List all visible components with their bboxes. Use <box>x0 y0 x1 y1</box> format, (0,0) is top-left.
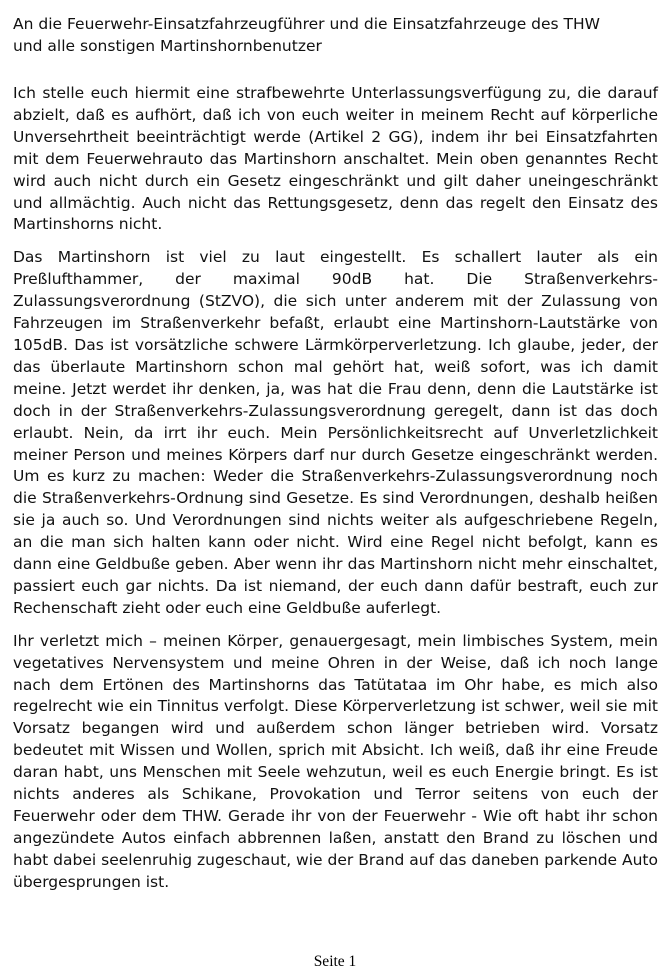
letter-body <box>13 83 658 894</box>
address-line-1: An die Feuerwehr-Einsatzfahrzeugführer und die Einsatzfahrzeuge des THW <box>13 15 600 33</box>
paragraph-3: Ihr verletzt mich – meinen Körper, genauergesagt, mein limbisches System, mein vegetatives Nervensystem und meine Ohren in der Weise, daß ich noch lange nach dem Ertönen des Martinshorns das Tatütataa im Ohr habe, es mich also regelrecht wie ein Tinnitus verfolgt. Diese Körperverletzung ist schwer, weil sie mit Vorsatz begangen wird und außerdem schon länger betrieben wird. Vorsatz bedeutet mit Wissen und Wollen, sprich mit Absicht. Ich weiß, daß ihr eine Freude daran habt, uns Menschen mit Seele wehzutun, weil es euch Energie bringt. Es ist nichts anderes als Schikane, Provokation und Terror seitens von euch der Feuerwehr oder dem THW. Gerade ihr von der Feuerwehr - Wie oft habt ihr schon angezündete Autos einfach abbrennen laßen, anstatt den Brand zu löschen und habt dabei seelenruhig zugeschaut, wie der Brand auf das daneben parkende Auto übergesprungen ist. <box>13 631 658 891</box>
paragraph-2: Das Martinshorn ist viel zu laut eingestellt. Es schallert lauter als ein Preßlufthammer, der maximal 90dB hat. Die Straßenverkehrs-Zulassungsverordnung (StZVO), die sich unter anderem mit der Zulassung von Fahrzeugen im Straßenverkehr befaßt, erlaubt eine Martinshorn-Lautstärke von 105dB. Das ist vorsätzliche schwere Lärmkörperverletzung. Ich glaube, jeder, der das überlaute Martinshorn schon mal gehört hat, weiß sofort, was ich damit meine. Jetzt werdet ihr denken, ja, was hat die Frau denn, denn die Lautstärke ist doch in der Straßenverkehrs-Zulassungsverordnung geregelt, dann ist das doch erlaubt. Nein, da irrt ihr euch. Mein Persönlichkeitsrecht auf Unverletzlichkeit meiner Person und meines Körpers darf nur durch Gesetze eingeschränkt werden. Um es kurz zu machen: Weder die Straßenverkehrs-Zulassungsverordnung noch die Straßenverkehrs-Ordnung sind Gesetze. Es sind Verordnungen, deshalb heißen sie ja auch so. Und Verordnungen sind nichts weiter als aufgeschriebene Regeln, an die man sich halten kann oder nicht. Wird eine Regel nicht befolgt, kann es dann eine Geldbuße geben. Aber wenn ihr das Martinshorn nicht mehr einschaltet, passiert euch gar nichts. Da ist niemand, der euch dann dafür bestraft, euch zur Rechenschaft zieht oder euch eine Geldbuße auferlegt. <box>13 248 658 617</box>
address-line-2: und alle sonstigen Martinshornbenutzer <box>13 37 322 55</box>
paragraph-1: Ich stelle euch hiermit eine strafbewehrte Unterlassungsverfügung zu, die darauf abzielt, daß es aufhört, daß ich von euch weiter in meinem Recht auf körperliche Unversehrtheit beeinträchtigt werde (Artikel 2 GG), indem ihr bei Einsatzfahrten mit dem Feuerwehrauto das Martinshorn anschaltet. Mein oben genanntes Recht wird auch nicht durch ein Gesetz eingeschränkt und gilt daher uneingeschränkt und allmächtig. Auch nicht das Rettungsgesetz, denn das regelt den Einsatz des Martinshorns nicht. <box>13 84 658 234</box>
address-block <box>13 13 658 57</box>
page-number: Seite 1 <box>313 953 357 970</box>
